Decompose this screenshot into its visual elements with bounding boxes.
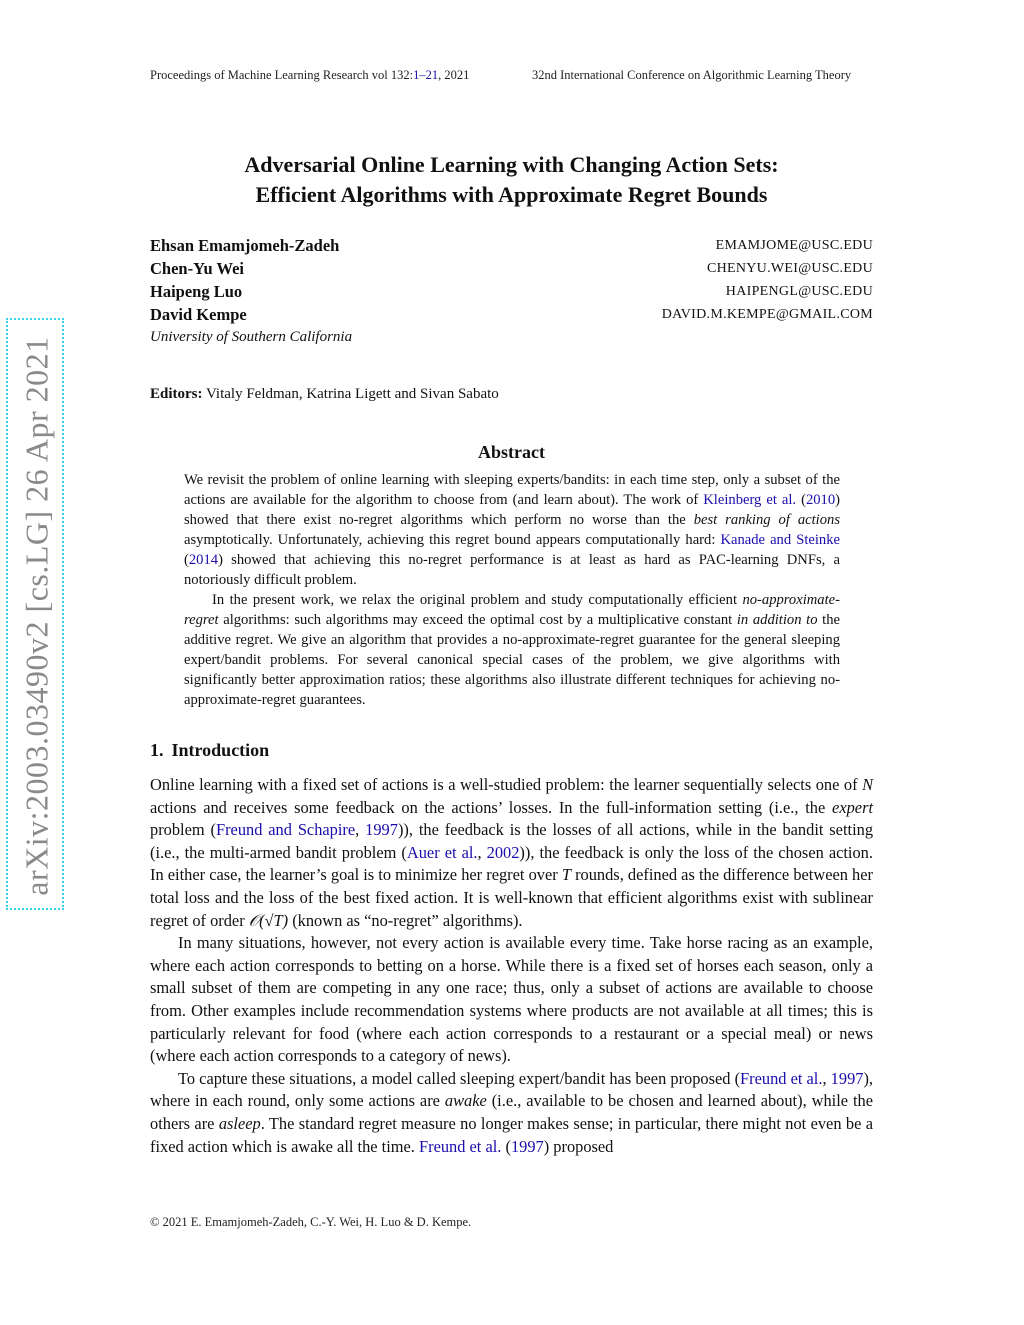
author-row: [150, 305, 873, 328]
author-name: Haipeng Luo: [150, 282, 243, 301]
author-name: Ehsan Emamjomeh-Zadeh: [150, 236, 340, 255]
paper-title: [150, 150, 873, 210]
citation-link[interactable]: Kanade and Steinke: [720, 532, 840, 548]
editors-names: Vitaly Feldman, Katrina Ligett and Sivan Sabato: [205, 386, 499, 402]
title-line-1: Adversarial Online Learning with Changing Action Sets:: [244, 152, 779, 177]
author-email[interactable]: DAVID.M.KEMPE@GMAIL.COM: [661, 307, 873, 322]
abstract-body: [184, 470, 840, 710]
body-paragraph-2: In many situations, however, not every action is available every time. Take horse racing as an example, where each action corresponds to betting on a horse. While there is a fixed set of horses each season, only a small subset of them are competing in any one race; thus, only a subset of actions are available to choose from. Other examples include recommendation systems where products are not available at all times; this is particularly relevant for food (where each action corresponds to a restaurant or a special meal) or news (where each action corresponds to a category of news).: [150, 933, 873, 1066]
citation-link[interactable]: Auer et al.: [406, 842, 478, 862]
author-row: [150, 282, 873, 305]
citation-year-link[interactable]: 2014: [188, 552, 219, 568]
section-heading: [150, 740, 277, 761]
abstract-heading: Abstract: [478, 442, 545, 462]
body-paragraph-1: Online learning with a fixed set of actions is a well-studied problem: the learner sequentially selects one of N actions and receives some feedback on the actions’ losses. In the full-information setting (i.e., the expert problem (Freund and Schapire, 1997)), the feedback is the losses of all actions, while in the bandit setting (i.e., the multi-armed bandit problem (Auer et al., 2002)), the feedback is only the loss of the chosen action. In either case, the learner’s goal is to minimize her regret over T rounds, defined as the difference between her total loss and the loss of the best fixed action. It is well-known that efficient algorithms exist with sublinear regret of order 𝒪(√T) (known as “no-regret” algorithms).: [150, 775, 874, 930]
author-row: [150, 259, 873, 282]
emphasis: awake: [444, 1091, 487, 1111]
copyright-footer: © 2021 E. Emamjomeh-Zadeh, C.-Y. Wei, H. Luo & D. Kempe.: [150, 1215, 472, 1229]
author-email[interactable]: CHENYU.WEI@USC.EDU: [706, 261, 873, 276]
citation-year-link[interactable]: 1997: [365, 820, 398, 840]
citation-year-link[interactable]: 2010: [805, 492, 836, 508]
section-title: Introduction: [171, 740, 270, 760]
editors-label: Editors:: [150, 386, 203, 402]
editors-line: [150, 386, 499, 403]
body-paragraph-3: To capture these situations, a model called sleeping expert/bandit has been proposed (Freund et al., 1997), where in each round, only some actions are awake (i.e., available to be chosen and learned about), while the others are asleep. The standard regret measure no longer makes sense; in particular, there might not even be a fixed action which is awake all the time. Freund et al. (1997) proposed: [150, 1068, 874, 1156]
running-header-right: 32nd International Conference on Algorithmic Learning Theory: [532, 68, 852, 82]
citation-link[interactable]: Freund and Schapire: [215, 820, 356, 840]
abstract-paragraph-2: In the present work, we relax the original problem and study computationally efficient no-approximate-regret algorithms: such algorithms may exceed the optimal cost by a multiplicative constant in addition to the additive regret. We give an algorithm that provides a no-approximate-regret guarantee for the general sleeping expert/bandit problems. For several canonical special cases of the problem, we give algorithms with significantly better approximation ratios; these algorithms also illustrate different techniques for achieving no-approximate-regret guarantees.: [184, 592, 840, 708]
citation-link[interactable]: Freund et al.: [419, 1136, 502, 1156]
title-line-2: Efficient Algorithms with Approximate Regret Bounds: [255, 182, 768, 207]
emphasis: expert: [832, 797, 873, 817]
emphasis: best ranking of actions: [693, 512, 840, 528]
author-email[interactable]: EMAMJOME@USC.EDU: [715, 238, 873, 253]
math-symbol: N: [862, 775, 873, 794]
emphasis: asleep: [218, 1113, 261, 1133]
section-number: 1.: [150, 740, 164, 760]
citation-year-link[interactable]: 2002: [486, 842, 520, 862]
emphasis: no-approximate-regret: [184, 592, 840, 628]
citation-link[interactable]: Kleinberg et al.: [703, 492, 797, 508]
emphasis: in addition to: [736, 612, 818, 628]
pages-link[interactable]: 1–21: [413, 68, 439, 82]
author-row: [150, 236, 873, 259]
citation-link[interactable]: Freund et al.: [740, 1068, 823, 1088]
author-name: David Kempe: [150, 305, 247, 324]
citation-year-link[interactable]: 1997: [510, 1136, 544, 1156]
author-name: Chen-Yu Wei: [150, 259, 244, 278]
author-email[interactable]: HAIPENGL@USC.EDU: [725, 284, 873, 299]
running-header-left: Proceedings of Machine Learning Research vol 132:1–21, 2021: [150, 68, 470, 82]
arxiv-stamp: arXiv:2003.03490v2 [cs.LG] 26 Apr 2021: [18, 336, 55, 896]
citation-year-link[interactable]: 1997: [830, 1068, 864, 1088]
math-expression: 𝒪(√T): [248, 910, 289, 930]
body-text: [150, 774, 873, 1158]
arxiv-stamp-box: [6, 318, 64, 910]
math-symbol: T: [561, 865, 571, 885]
abstract-paragraph-1: We revisit the problem of online learning with sleeping experts/bandits: in each time step, only a subset of the actions are available for the algorithm to choose from (and learn about). The work of Kleinberg et al. (2010) showed that there exist no-regret algorithms which perform no worse than the best ranking of actions asymptotically. Unfortunately, achieving this regret bound appears computationally hard: Kanade and Steinke (2014) showed that achieving this no-regret performance is at least as hard as PAC-learning DNFs, a notoriously difficult problem.: [184, 472, 841, 588]
affiliation: University of Southern California: [150, 329, 353, 345]
